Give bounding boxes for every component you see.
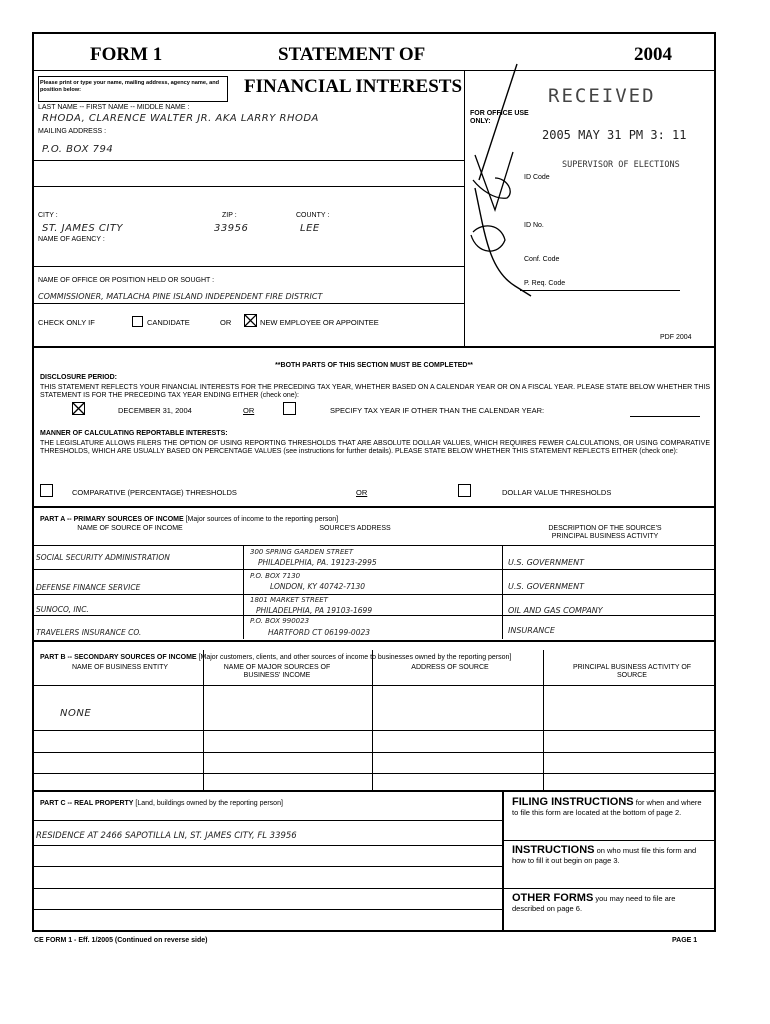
comparative-checkbox[interactable] — [40, 484, 53, 497]
part-a-col3: DESCRIPTION OF THE SOURCE'S PRINCIPAL BUSINESS ACTIVITY — [548, 525, 662, 540]
income-row-1-addr2[interactable]: PHILADELPHIA, PA. 19123-2995 — [258, 558, 377, 567]
income-row-2-addr1[interactable]: P.O. BOX 7130 — [250, 572, 301, 580]
period-or: OR — [243, 406, 255, 415]
part-a-subtitle: [Major sources of income to the reporting person] — [185, 516, 339, 523]
new-employee-checkbox[interactable] — [244, 314, 257, 327]
part-a-col2: SOURCE'S ADDRESS — [319, 525, 391, 532]
income-row-1-name[interactable]: SOCIAL SECURITY ADMINISTRATION — [36, 553, 170, 562]
other-forms — [512, 894, 708, 913]
manner-label: MANNER OF CALCULATING REPORTABLE INTERESTS: — [40, 430, 228, 437]
part-b-col2: NAME OF MAJOR SOURCES OF BUSINESS' INCOME — [223, 664, 331, 679]
id-no-label: ID No. — [524, 222, 544, 229]
city-value[interactable]: ST. JAMES CITY — [42, 223, 124, 234]
name-value[interactable]: RHODA, CLARENCE WALTER JR. AKA LARRY RHODA — [42, 113, 319, 124]
specify-label: SPECIFY TAX YEAR IF OTHER THAN THE CALENDAR YEAR: — [330, 406, 545, 415]
filing-instructions-text: for when and where to file this form are located at the bottom of page 2. — [512, 798, 702, 817]
title-line1: STATEMENT OF — [278, 44, 426, 65]
p-req-code-label: P. Req. Code — [524, 280, 566, 287]
form-year: 2004 — [634, 44, 672, 65]
part-b-col1: NAME OF BUSINESS ENTITY — [71, 664, 169, 671]
agency-label: NAME OF AGENCY : — [38, 236, 105, 243]
name-label: LAST NAME -- FIRST NAME -- MIDDLE NAME : — [38, 104, 190, 111]
county-label: COUNTY : — [296, 212, 330, 219]
part-b-title: PART B -- SECONDARY SOURCES OF INCOME — [40, 654, 197, 661]
instructions-box — [38, 76, 228, 102]
or-label: OR — [220, 318, 232, 327]
id-code-label: ID Code — [524, 174, 550, 181]
income-row-2-desc[interactable]: U.S. GOVERNMENT — [508, 582, 584, 591]
city-label: CITY : — [38, 212, 58, 219]
income-row-4-desc[interactable]: INSURANCE — [508, 626, 555, 635]
filing-instructions — [512, 798, 708, 817]
part-a-col1: NAME OF SOURCE OF INCOME — [77, 525, 183, 532]
instructions-head: INSTRUCTIONS — [512, 844, 595, 856]
zip-label: ZIP : — [222, 212, 237, 219]
income-row-4-addr2[interactable]: HARTFORD CT 06199-0023 — [268, 628, 371, 637]
income-row-4-name[interactable]: TRAVELERS INSURANCE CO. — [36, 628, 142, 637]
conf-code-label: Conf. Code — [524, 256, 560, 263]
part-b-entry[interactable]: NONE — [60, 708, 92, 719]
income-row-3-addr1[interactable]: 1801 MARKET STREET — [250, 596, 328, 604]
income-row-3-name[interactable]: SUNOCO, INC. — [36, 605, 89, 614]
part-a-title: PART A -- PRIMARY SOURCES OF INCOME — [40, 516, 184, 523]
who-must-file — [512, 846, 708, 865]
candidate-checkbox[interactable] — [132, 316, 143, 327]
zip-value[interactable]: 33956 — [214, 223, 249, 234]
part-b-subtitle: [Major customers, clients, and other sources of income to businesses owned by the reporting person] — [198, 654, 512, 661]
county-value[interactable]: LEE — [300, 223, 320, 234]
manner-text: THE LEGISLATURE ALLOWS FILERS THE OPTION OF USING REPORTING THRESHOLDS THAT ARE ABSOLUTE DOLLAR VALUES, WHICH REQUIRES FEWER CALCULATIONS, OR USING COMPARATIVE THRESHOLDS, WHICH ARE USUALLY BASED ON PERCENTAGE VALUES (see instructions for further details). PLEASE STATE BELOW WHETHER THIS STATEMENT REFLECTS EITHER (check one): — [40, 440, 710, 455]
pdf-label: PDF 2004 — [660, 334, 692, 341]
specify-checkbox[interactable] — [283, 402, 296, 415]
office-label: NAME OF OFFICE OR POSITION HELD OR SOUGHT : — [38, 277, 215, 284]
other-forms-head: OTHER FORMS — [512, 892, 594, 904]
title-line2: FINANCIAL INTERESTS — [244, 76, 463, 97]
received-stamp: RECEIVED — [548, 85, 656, 107]
disclosure-period-label: DISCLOSURE PERIOD: — [40, 374, 118, 381]
both-parts-notice: **BOTH PARTS OF THIS SECTION MUST BE COMPLETED** — [275, 362, 473, 369]
received-date-stamp: 2005 MAY 31 PM 3: 11 — [542, 128, 687, 142]
part-b-title-wrap — [40, 654, 511, 662]
candidate-label: CANDIDATE — [147, 318, 190, 327]
dollar-label: DOLLAR VALUE THRESHOLDS — [502, 488, 612, 497]
part-b-col3: ADDRESS OF SOURCE — [411, 664, 489, 671]
part-c-title-wrap — [40, 800, 283, 808]
dec31-checkbox[interactable] — [72, 402, 85, 415]
income-row-2-addr2[interactable]: LONDON, KY 40742-7130 — [270, 582, 366, 591]
footer-left: CE FORM 1 - Eff. 1/2005 (Continued on reverse side) — [34, 937, 208, 944]
part-c-subtitle: [Land, buildings owned by the reporting person] — [135, 800, 283, 807]
instructions-text: on who must file this form and how to fill it out begin on page 3. — [512, 846, 697, 865]
new-employee-label: NEW EMPLOYEE OR APPOINTEE — [260, 318, 379, 327]
income-row-1-desc[interactable]: U.S. GOVERNMENT — [508, 558, 584, 567]
income-row-2-name[interactable]: DEFENSE FINANCE SERVICE — [36, 583, 141, 592]
income-row-1-addr1[interactable]: 300 SPRING GARDEN STREET — [250, 548, 354, 556]
void-mark — [455, 60, 535, 300]
other-forms-text: you may need to file are described on page 6. — [512, 894, 676, 913]
print-instructions: Please print or type your name, mailing address, agency name, and position below: — [40, 80, 220, 93]
disclosure-period-text: THIS STATEMENT REFLECTS YOUR FINANCIAL INTERESTS FOR THE PRECEDING TAX YEAR, WHETHER BASED ON A CALENDAR YEAR OR ON A FISCAL YEAR. PLEASE STATE BELOW WHETHER THIS STATEMENT IS FOR THE PRECEDING TAX YEAR ENDING EITHER (check one): — [40, 384, 710, 399]
check-only-if: CHECK ONLY IF — [38, 318, 95, 327]
comparative-label: COMPARATIVE (PERCENTAGE) THRESHOLDS — [72, 488, 237, 497]
dollar-checkbox[interactable] — [458, 484, 471, 497]
dec31-label: DECEMBER 31, 2004 — [118, 406, 192, 415]
office-value[interactable]: COMMISSIONER, MATLACHA PINE ISLAND INDEPENDENT FIRE DISTRICT — [38, 292, 323, 301]
supervisor-stamp: SUPERVISOR OF ELECTIONS — [562, 160, 680, 170]
income-row-3-addr2[interactable]: PHILADELPHIA, PA 19103-1699 — [256, 606, 373, 615]
form-label: FORM 1 — [90, 44, 163, 65]
mailing-label: MAILING ADDRESS : — [38, 128, 107, 135]
filing-instructions-head: FILING INSTRUCTIONS — [512, 796, 634, 808]
part-c-entry[interactable]: RESIDENCE AT 2466 SAPOTILLA LN, ST. JAMES CITY, FL 33956 — [36, 831, 297, 841]
office-use-label: FOR OFFICE USE ONLY: — [470, 110, 529, 125]
mailing-value[interactable]: P.O. BOX 794 — [42, 144, 114, 155]
income-row-3-desc[interactable]: OIL AND GAS COMPANY — [508, 606, 603, 615]
part-a-title-wrap — [40, 516, 338, 524]
part-c-title: PART C -- REAL PROPERTY — [40, 800, 134, 807]
income-row-4-addr1[interactable]: P.O. BOX 990023 — [250, 617, 310, 625]
part-b-col4: PRINCIPAL BUSINESS ACTIVITY OF SOURCE — [572, 664, 692, 679]
footer-page: PAGE 1 — [672, 937, 698, 944]
manner-or: OR — [356, 488, 368, 497]
